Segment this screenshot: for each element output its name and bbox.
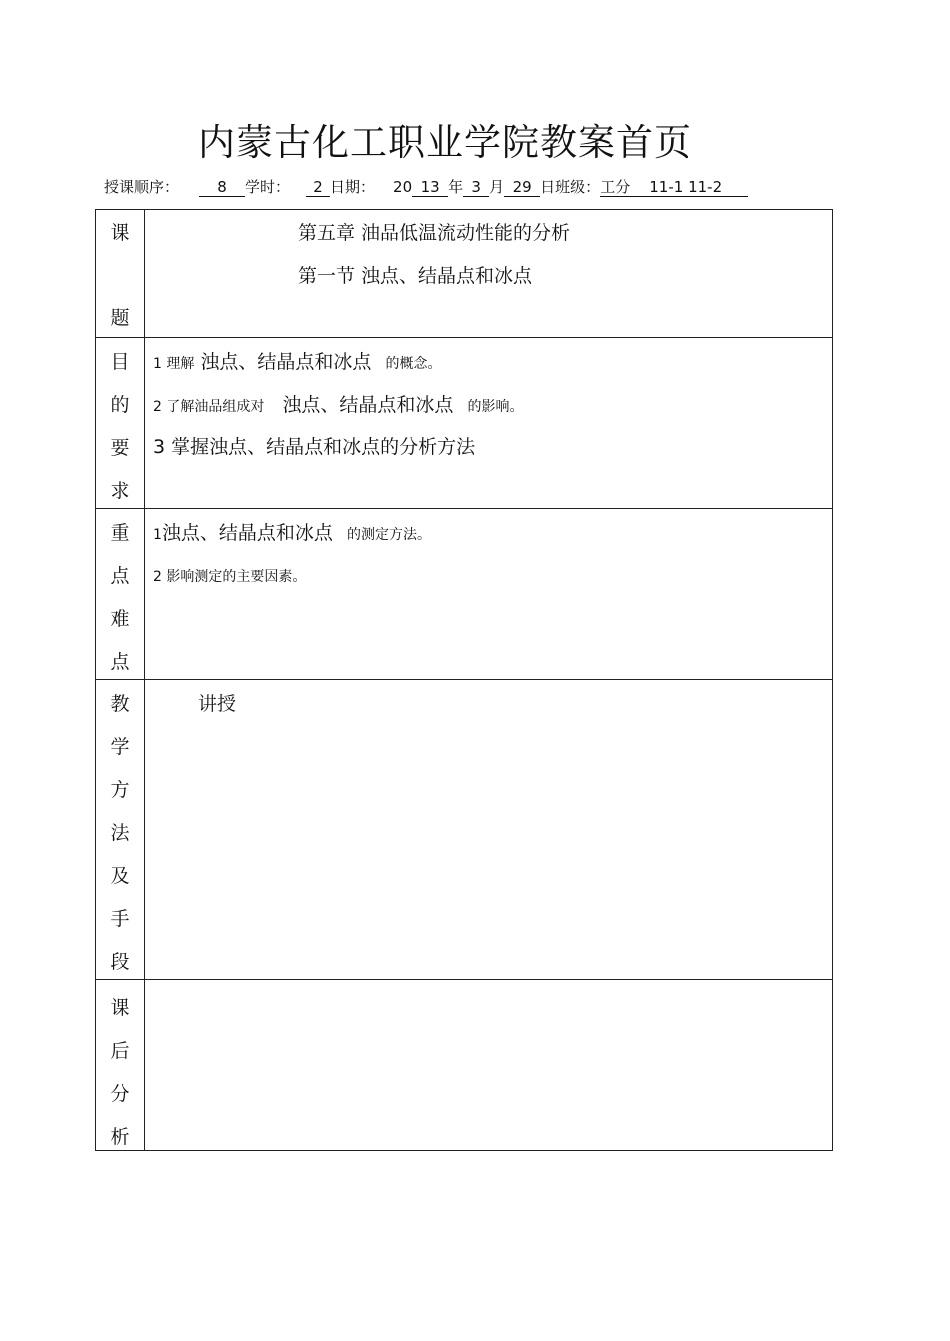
label-analysis: 课 后 分 析	[96, 980, 145, 1151]
row-methods	[96, 680, 833, 980]
row-key-points	[96, 509, 833, 680]
year-prefix: 20	[393, 178, 413, 196]
goal-item-1: 1 理解 浊点、结晶点和冰点 的概念。	[153, 351, 442, 373]
content-analysis	[145, 980, 833, 1151]
key-point-2: 2 影响测定的主要因素。	[153, 569, 307, 585]
method-text: 讲授	[198, 693, 237, 715]
month-value: 3	[463, 179, 489, 197]
label-key-points: 重 点 难 点	[96, 509, 145, 680]
seq-label: 授课顺序：	[104, 178, 180, 196]
goal-item-3: 3 掌握浊点、结晶点和冰点的分析方法	[153, 436, 476, 458]
label-goals: 目 的 要 求	[96, 338, 145, 509]
content-methods	[145, 680, 833, 980]
lesson-plan-table	[95, 209, 833, 1151]
chapter-title: 第五章 油品低温流动性能的分析	[298, 222, 571, 244]
hours-label: 学时：	[245, 178, 291, 196]
page-title: 内蒙古化工职业学院教案首页	[198, 121, 692, 164]
section-title: 第一节 浊点、结晶点和冰点	[298, 265, 533, 287]
goal-item-2: 2 了解油品组成对 浊点、结晶点和冰点 的影响。	[153, 394, 524, 416]
key-point-1: 1浊点、结晶点和冰点 的测定方法。	[153, 522, 431, 544]
month-label: 月	[489, 178, 505, 196]
content-topic	[145, 210, 833, 338]
content-goals	[145, 338, 833, 509]
lesson-meta	[104, 176, 748, 197]
year-value: 13	[412, 179, 448, 197]
day-value: 29	[504, 179, 540, 197]
content-key-points	[145, 509, 833, 680]
hours-value: 2	[306, 179, 330, 197]
label-topic: 课 题	[96, 210, 145, 338]
date-label: 日期：	[330, 178, 376, 196]
year-label: 年	[448, 178, 464, 196]
seq-value: 8	[199, 179, 245, 197]
day-class-label: 日班级：	[540, 178, 601, 196]
class-value: 工分 11-1 11-2	[600, 179, 748, 197]
row-topic	[96, 210, 833, 338]
row-goals	[96, 338, 833, 509]
label-methods: 教 学 方 法 及 手 段	[96, 680, 145, 980]
row-analysis	[96, 980, 833, 1151]
